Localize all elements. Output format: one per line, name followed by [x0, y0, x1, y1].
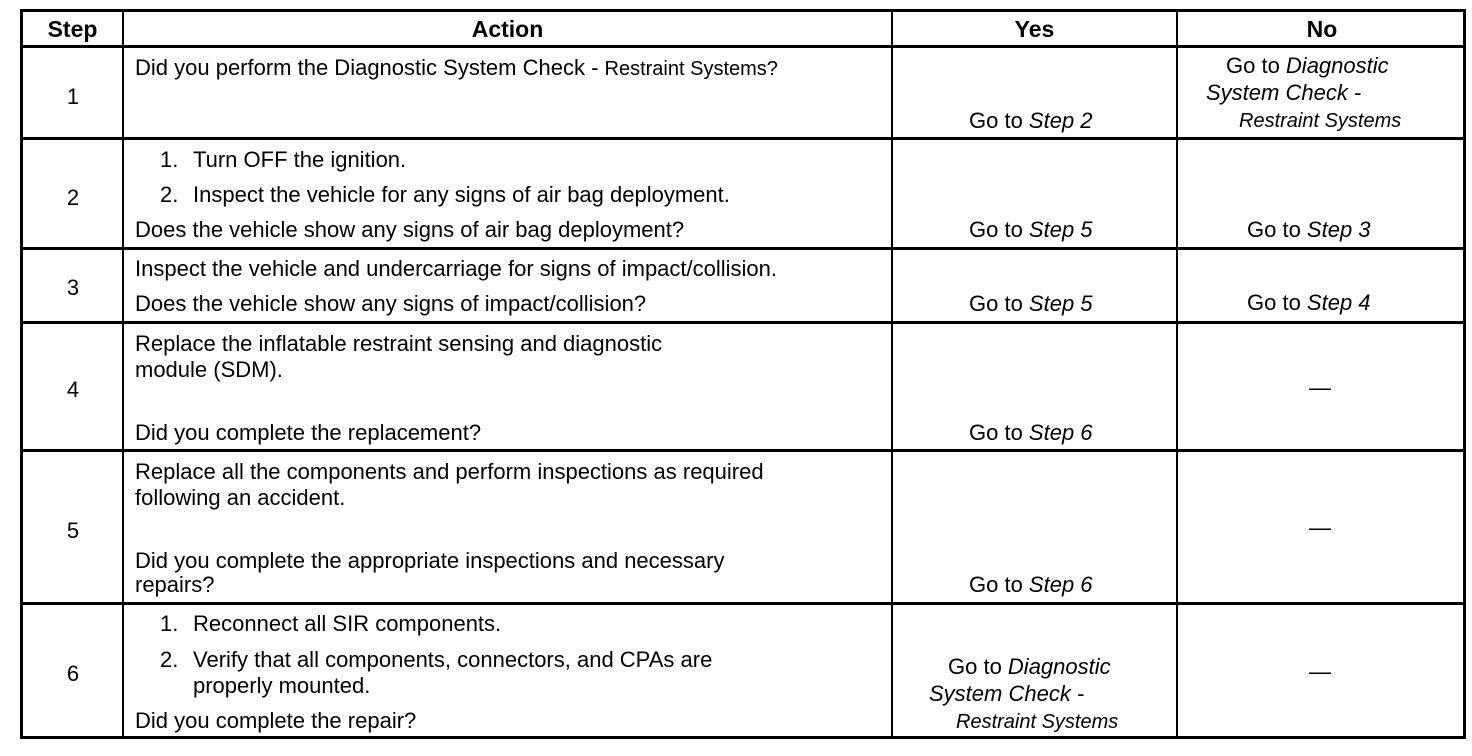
- list-number: 1.: [160, 611, 179, 636]
- step-number: 3: [66, 275, 80, 300]
- yes-text: Go to Step 5: [969, 291, 1093, 316]
- action-text: module (SDM).: [135, 357, 283, 382]
- step-number: 6: [66, 661, 80, 686]
- step-number: 1: [66, 84, 80, 109]
- question-text: Does the vehicle show any signs of impact/collision?: [135, 291, 647, 316]
- row-divider: [23, 247, 1463, 250]
- question-text: repairs?: [135, 572, 215, 597]
- list-number: 1.: [160, 147, 179, 172]
- yes-text: System Check -: [929, 681, 1085, 706]
- no-dash: —: [1309, 375, 1331, 400]
- yes-text: Go to Diagnostic: [948, 654, 1111, 679]
- step-number: 2: [66, 185, 80, 210]
- yes-text: Go to Step 6: [969, 420, 1093, 445]
- column-divider: [891, 12, 893, 736]
- list-item: Turn OFF the ignition.: [193, 147, 407, 172]
- row-divider: [23, 602, 1463, 605]
- no-text: Go to Diagnostic: [1226, 53, 1389, 78]
- column-divider: [122, 12, 124, 736]
- yes-text: Restraint Systems: [956, 711, 1119, 733]
- header-action: Action: [471, 15, 544, 42]
- row-divider: [23, 321, 1463, 324]
- no-dash: —: [1309, 515, 1331, 540]
- list-number: 2.: [160, 182, 179, 207]
- no-text: Go to Step 3: [1247, 217, 1371, 242]
- list-number: 2.: [160, 647, 179, 672]
- question-text: Did you complete the repair?: [135, 708, 417, 733]
- action-text: following an accident.: [135, 485, 346, 510]
- no-text: Go to Step 4: [1247, 290, 1371, 315]
- action-text: Replace the inflatable restraint sensing and diagnostic: [135, 331, 663, 356]
- yes-text: Go to Step 6: [969, 572, 1093, 597]
- list-item: properly mounted.: [193, 673, 371, 698]
- column-divider: [1176, 12, 1178, 736]
- action-text: Replace all the components and perform inspections as required: [135, 459, 764, 484]
- question-text: Did you complete the replacement?: [135, 420, 482, 445]
- yes-text: Go to Step 2: [969, 108, 1093, 133]
- question-text: Did you complete the appropriate inspections and necessary: [135, 548, 725, 573]
- question-text: Does the vehicle show any signs of air bag deployment?: [135, 217, 685, 242]
- diagnostic-table: [20, 9, 1466, 739]
- no-text: Restraint Systems: [1239, 110, 1402, 132]
- row-divider: [23, 449, 1463, 452]
- row-divider: [23, 137, 1463, 140]
- step-number: 4: [66, 377, 80, 402]
- header-no: No: [1306, 15, 1338, 42]
- no-dash: —: [1309, 659, 1331, 684]
- action-text: Did you perform the Diagnostic System Check - Restraint Systems?: [135, 55, 778, 80]
- list-item: Reconnect all SIR components.: [193, 611, 502, 636]
- list-item: Verify that all components, connectors, and CPAs are: [193, 647, 713, 672]
- no-text: System Check -: [1206, 80, 1362, 105]
- header-yes: Yes: [1014, 15, 1055, 42]
- list-item: Inspect the vehicle for any signs of air bag deployment.: [193, 182, 730, 207]
- action-text: Inspect the vehicle and undercarriage for signs of impact/collision.: [135, 256, 778, 281]
- header-step: Step: [47, 15, 98, 42]
- step-number: 5: [66, 518, 80, 543]
- yes-text: Go to Step 5: [969, 217, 1093, 242]
